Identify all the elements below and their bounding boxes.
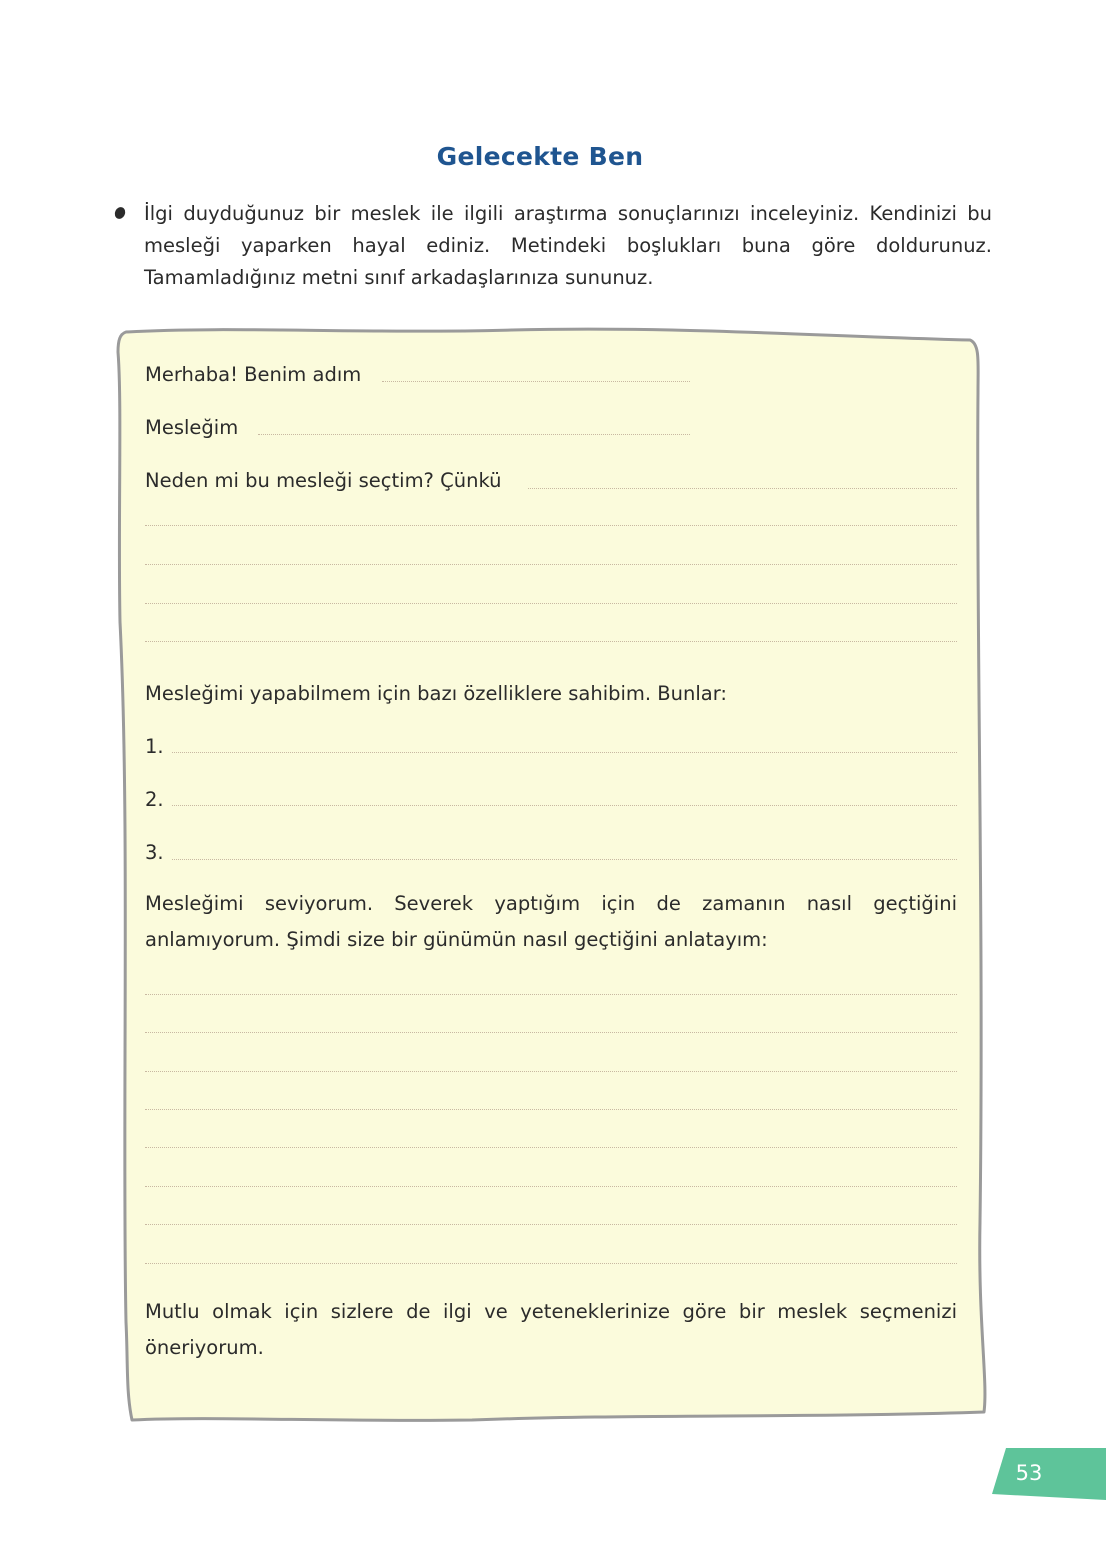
closing-text: Mutlu olmak için sizlere de ilgi ve yeteneklerinize göre bir meslek seçmenizi öneriyorum.: [145, 1300, 957, 1359]
reason-input-line[interactable]: [145, 603, 957, 604]
greeting-label: Merhaba! Benim adım: [145, 363, 362, 386]
quality-input-line-1[interactable]: [172, 752, 957, 753]
profession-input-line[interactable]: [258, 434, 690, 435]
item-number: 1.: [145, 735, 164, 758]
page-title: Gelecekte Ben: [436, 142, 644, 171]
item-number: 2.: [145, 788, 164, 811]
reason-input-line[interactable]: [145, 564, 957, 565]
instruction-text: İlgi duyduğunuz bir meslek ile ilgili araştırma sonuçlarınızı inceleyiniz. Kendinizi bu mesleği yaparken hayal ediniz. Metindeki boşlukları buna göre doldurunuz. Tamamladığınız metni sınıf arkadaşlarınıza sununuz.: [144, 202, 992, 289]
day-input-line[interactable]: [145, 994, 957, 995]
reason-input-line[interactable]: [145, 641, 957, 642]
reason-input-line[interactable]: [528, 488, 957, 489]
day-input-line[interactable]: [145, 1109, 957, 1110]
page-number-tab: [992, 1448, 1106, 1500]
reason-input-line[interactable]: [145, 525, 957, 526]
day-input-line[interactable]: [145, 1032, 957, 1033]
day-input-line[interactable]: [145, 1224, 957, 1225]
day-input-line[interactable]: [145, 1147, 957, 1148]
quality-input-line-3[interactable]: [172, 859, 957, 860]
quality-input-line-2[interactable]: [172, 805, 957, 806]
bullet-icon: [113, 205, 127, 220]
day-input-line[interactable]: [145, 1186, 957, 1187]
day-input-line[interactable]: [145, 1263, 957, 1264]
reason-label: Neden mi bu mesleği seçtim? Çünkü: [145, 469, 502, 492]
day-intro: Mesleğimi seviyorum. Severek yaptığım için de zamanın nasıl geçtiğini anlamıyorum. Şimdi size bir günümün nasıl geçtiğini anlatayım:: [145, 892, 957, 951]
page-number: 53: [1015, 1461, 1043, 1485]
profession-label: Mesleğim: [145, 416, 239, 439]
day-input-line[interactable]: [145, 1071, 957, 1072]
name-input-line[interactable]: [382, 381, 690, 382]
qualities-intro: Mesleğimi yapabilmem için bazı özelliklere sahibim. Bunlar:: [145, 682, 728, 705]
item-number: 3.: [145, 841, 164, 864]
